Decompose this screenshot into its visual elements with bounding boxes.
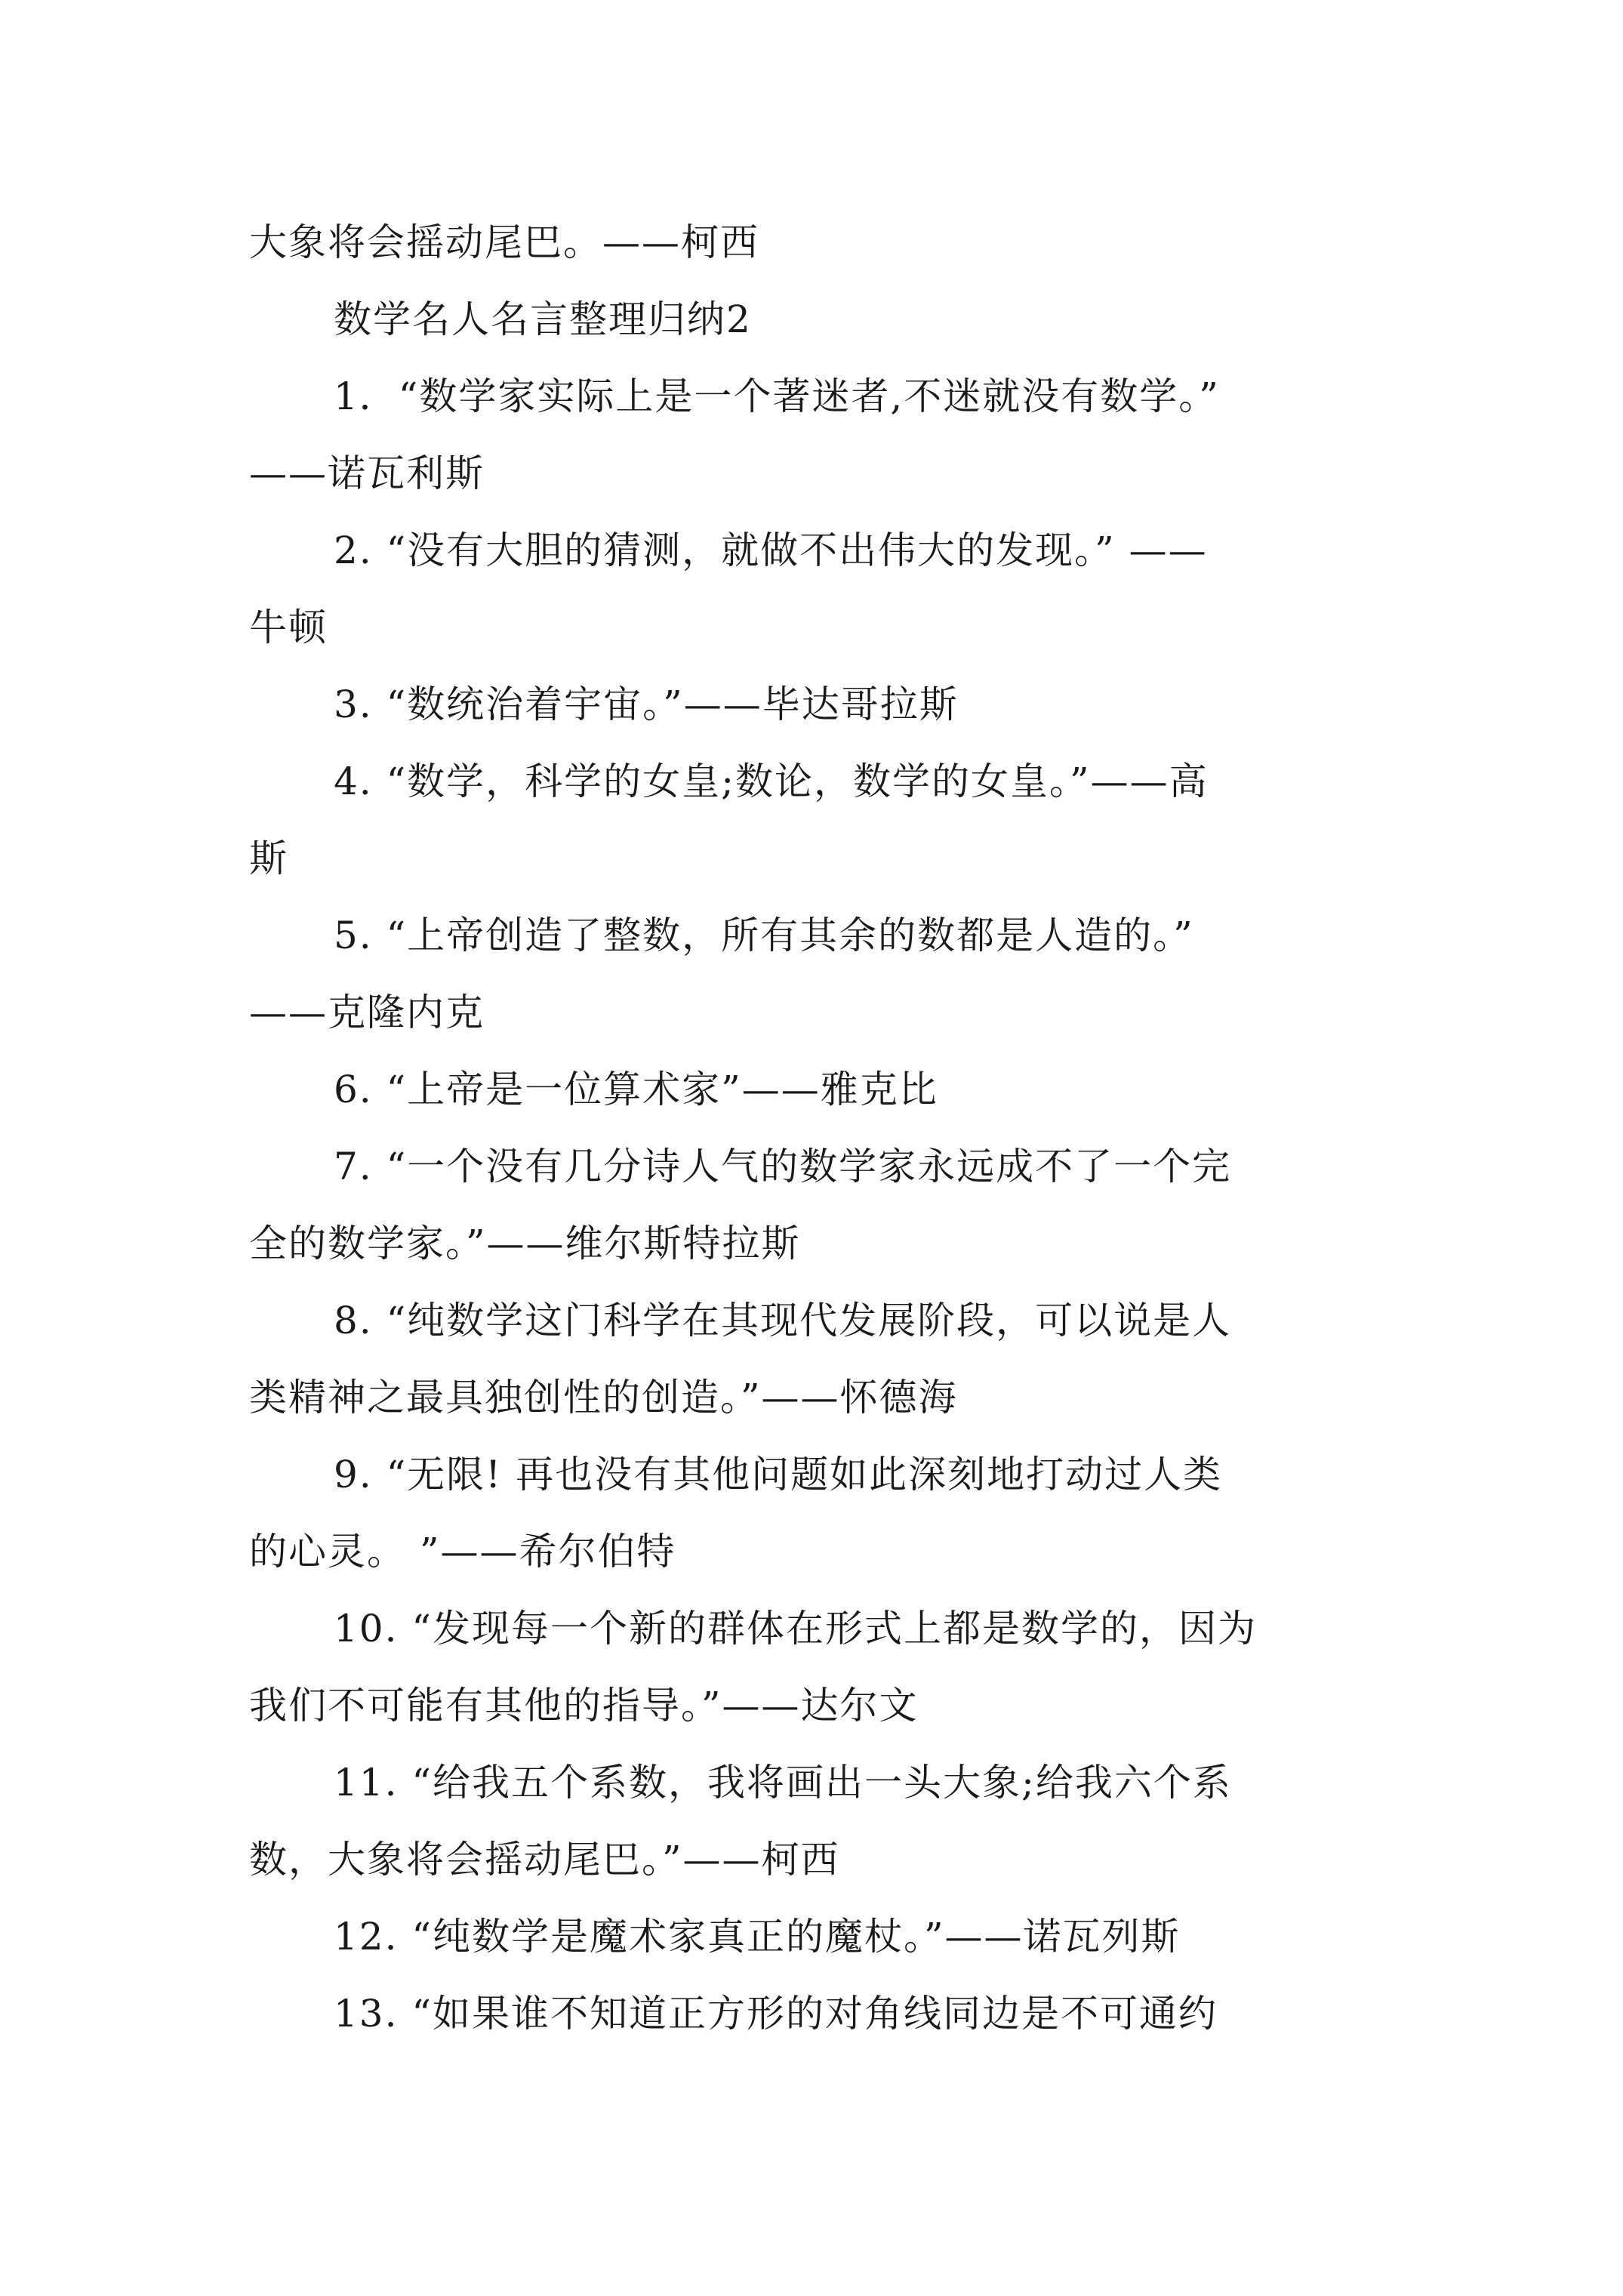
quote-line: 7. “一个没有几分诗人气的数学家永远成不了一个完 [334, 1145, 1232, 1188]
quote-line: ——克隆内克 [249, 991, 485, 1034]
quote-line: 1．“数学家实际上是一个著迷者,不迷就没有数学。” [334, 374, 1220, 418]
quote-line: 我们不可能有其他的指导。”——达尔文 [249, 1684, 919, 1727]
quote-line: 的心灵。 ”——希尔伯特 [249, 1530, 676, 1573]
quote-line: 10. “发现每一个新的群体在形式上都是数学的，因为 [334, 1607, 1257, 1650]
quote-line: 全的数学家。”——维尔斯特拉斯 [249, 1222, 801, 1265]
section-heading: 数学名人名言整理归纳2 [334, 297, 752, 341]
quote-line: 11. “给我五个系数，我将画出一头大象;给我六个系 [334, 1761, 1232, 1804]
quote-line: ——诺瓦利斯 [249, 451, 485, 495]
text-line: 大象将会摇动尾巴。——柯西 [249, 220, 759, 264]
quote-line: 6. “上帝是一位算术家”——雅克比 [334, 1068, 938, 1111]
quote-line: 数，大象将会摇动尾巴。”——柯西 [249, 1838, 840, 1881]
quote-line: 2. “没有大胆的猜测，就做不出伟大的发现。” —— [334, 529, 1208, 572]
quote-line: 13. “如果谁不知道正方形的对角线同边是不可通约 [334, 1992, 1218, 2036]
quote-line: 4. “数学，科学的女皇;数论，数学的女皇。”——高 [334, 760, 1209, 803]
document-page [249, 204, 1381, 2052]
quote-line: 12. “纯数学是魔术家真正的魔杖。”——诺瓦列斯 [334, 1915, 1181, 1959]
quote-line: 9. “无限! 再也没有其他问题如此深刻地打动过人类 [334, 1453, 1223, 1496]
quote-line: 3. “数统治着宇宙。”——毕达哥拉斯 [334, 683, 959, 726]
quote-line: 牛顿 [249, 606, 328, 649]
quote-line: 5. “上帝创造了整数，所有其余的数都是人造的。” [334, 914, 1194, 957]
quote-line: 8. “纯数学这门科学在其现代发展阶段，可以说是人 [334, 1299, 1232, 1342]
quote-line: 类精神之最具独创性的创造。”——怀德海 [249, 1376, 958, 1419]
quote-line: 斯 [249, 837, 288, 880]
